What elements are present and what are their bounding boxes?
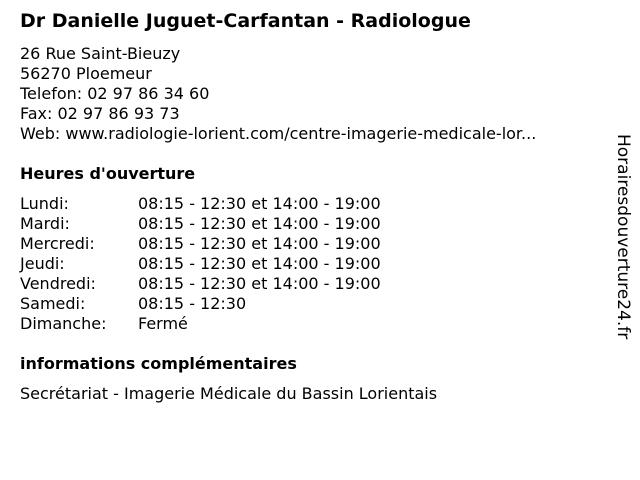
opening-hours-heading: Heures d'ouverture (20, 164, 196, 183)
day-hours: 08:15 - 12:30 et 14:00 - 19:00 (138, 194, 381, 213)
hours-row-tuesday (20, 214, 381, 234)
street-address: 26 Rue Saint-Bieuzy (20, 44, 181, 63)
day-hours: 08:15 - 12:30 et 14:00 - 19:00 (138, 234, 381, 253)
hours-row-saturday (20, 294, 381, 314)
day-label: Mercredi: (20, 234, 95, 253)
day-hours: 08:15 - 12:30 et 14:00 - 19:00 (138, 214, 381, 233)
day-hours: 08:15 - 12:30 et 14:00 - 19:00 (138, 254, 381, 273)
day-label: Dimanche: (20, 314, 107, 333)
day-label: Samedi: (20, 294, 86, 313)
watermark: Horairesdouverture24.fr (613, 134, 633, 340)
hours-row-thursday (20, 254, 381, 274)
website: Web: www.radiologie-lorient.com/centre-imagerie-medicale-lor... (20, 124, 537, 143)
additional-info-text: Secrétariat - Imagerie Médicale du Bassin Lorientais (20, 384, 438, 403)
phone-number: Telefon: 02 97 86 34 60 (20, 84, 210, 103)
day-label: Vendredi: (20, 274, 96, 293)
day-label: Mardi: (20, 214, 70, 233)
city-postal-code: 56270 Ploemeur (20, 64, 152, 83)
additional-info-heading: informations complémentaires (20, 354, 297, 373)
hours-row-wednesday (20, 234, 381, 254)
opening-hours-table (20, 194, 381, 334)
address-block (20, 44, 536, 144)
day-label: Lundi: (20, 194, 69, 213)
fax-number: Fax: 02 97 86 93 73 (20, 104, 180, 123)
hours-row-sunday (20, 314, 381, 334)
day-hours: Fermé (138, 314, 188, 333)
day-label: Jeudi: (20, 254, 65, 273)
page-title: Dr Danielle Juguet-Carfantan - Radiologue (20, 10, 471, 32)
hours-row-monday (20, 194, 381, 214)
day-hours: 08:15 - 12:30 et 14:00 - 19:00 (138, 274, 381, 293)
hours-row-friday (20, 274, 381, 294)
day-hours: 08:15 - 12:30 (138, 294, 247, 313)
